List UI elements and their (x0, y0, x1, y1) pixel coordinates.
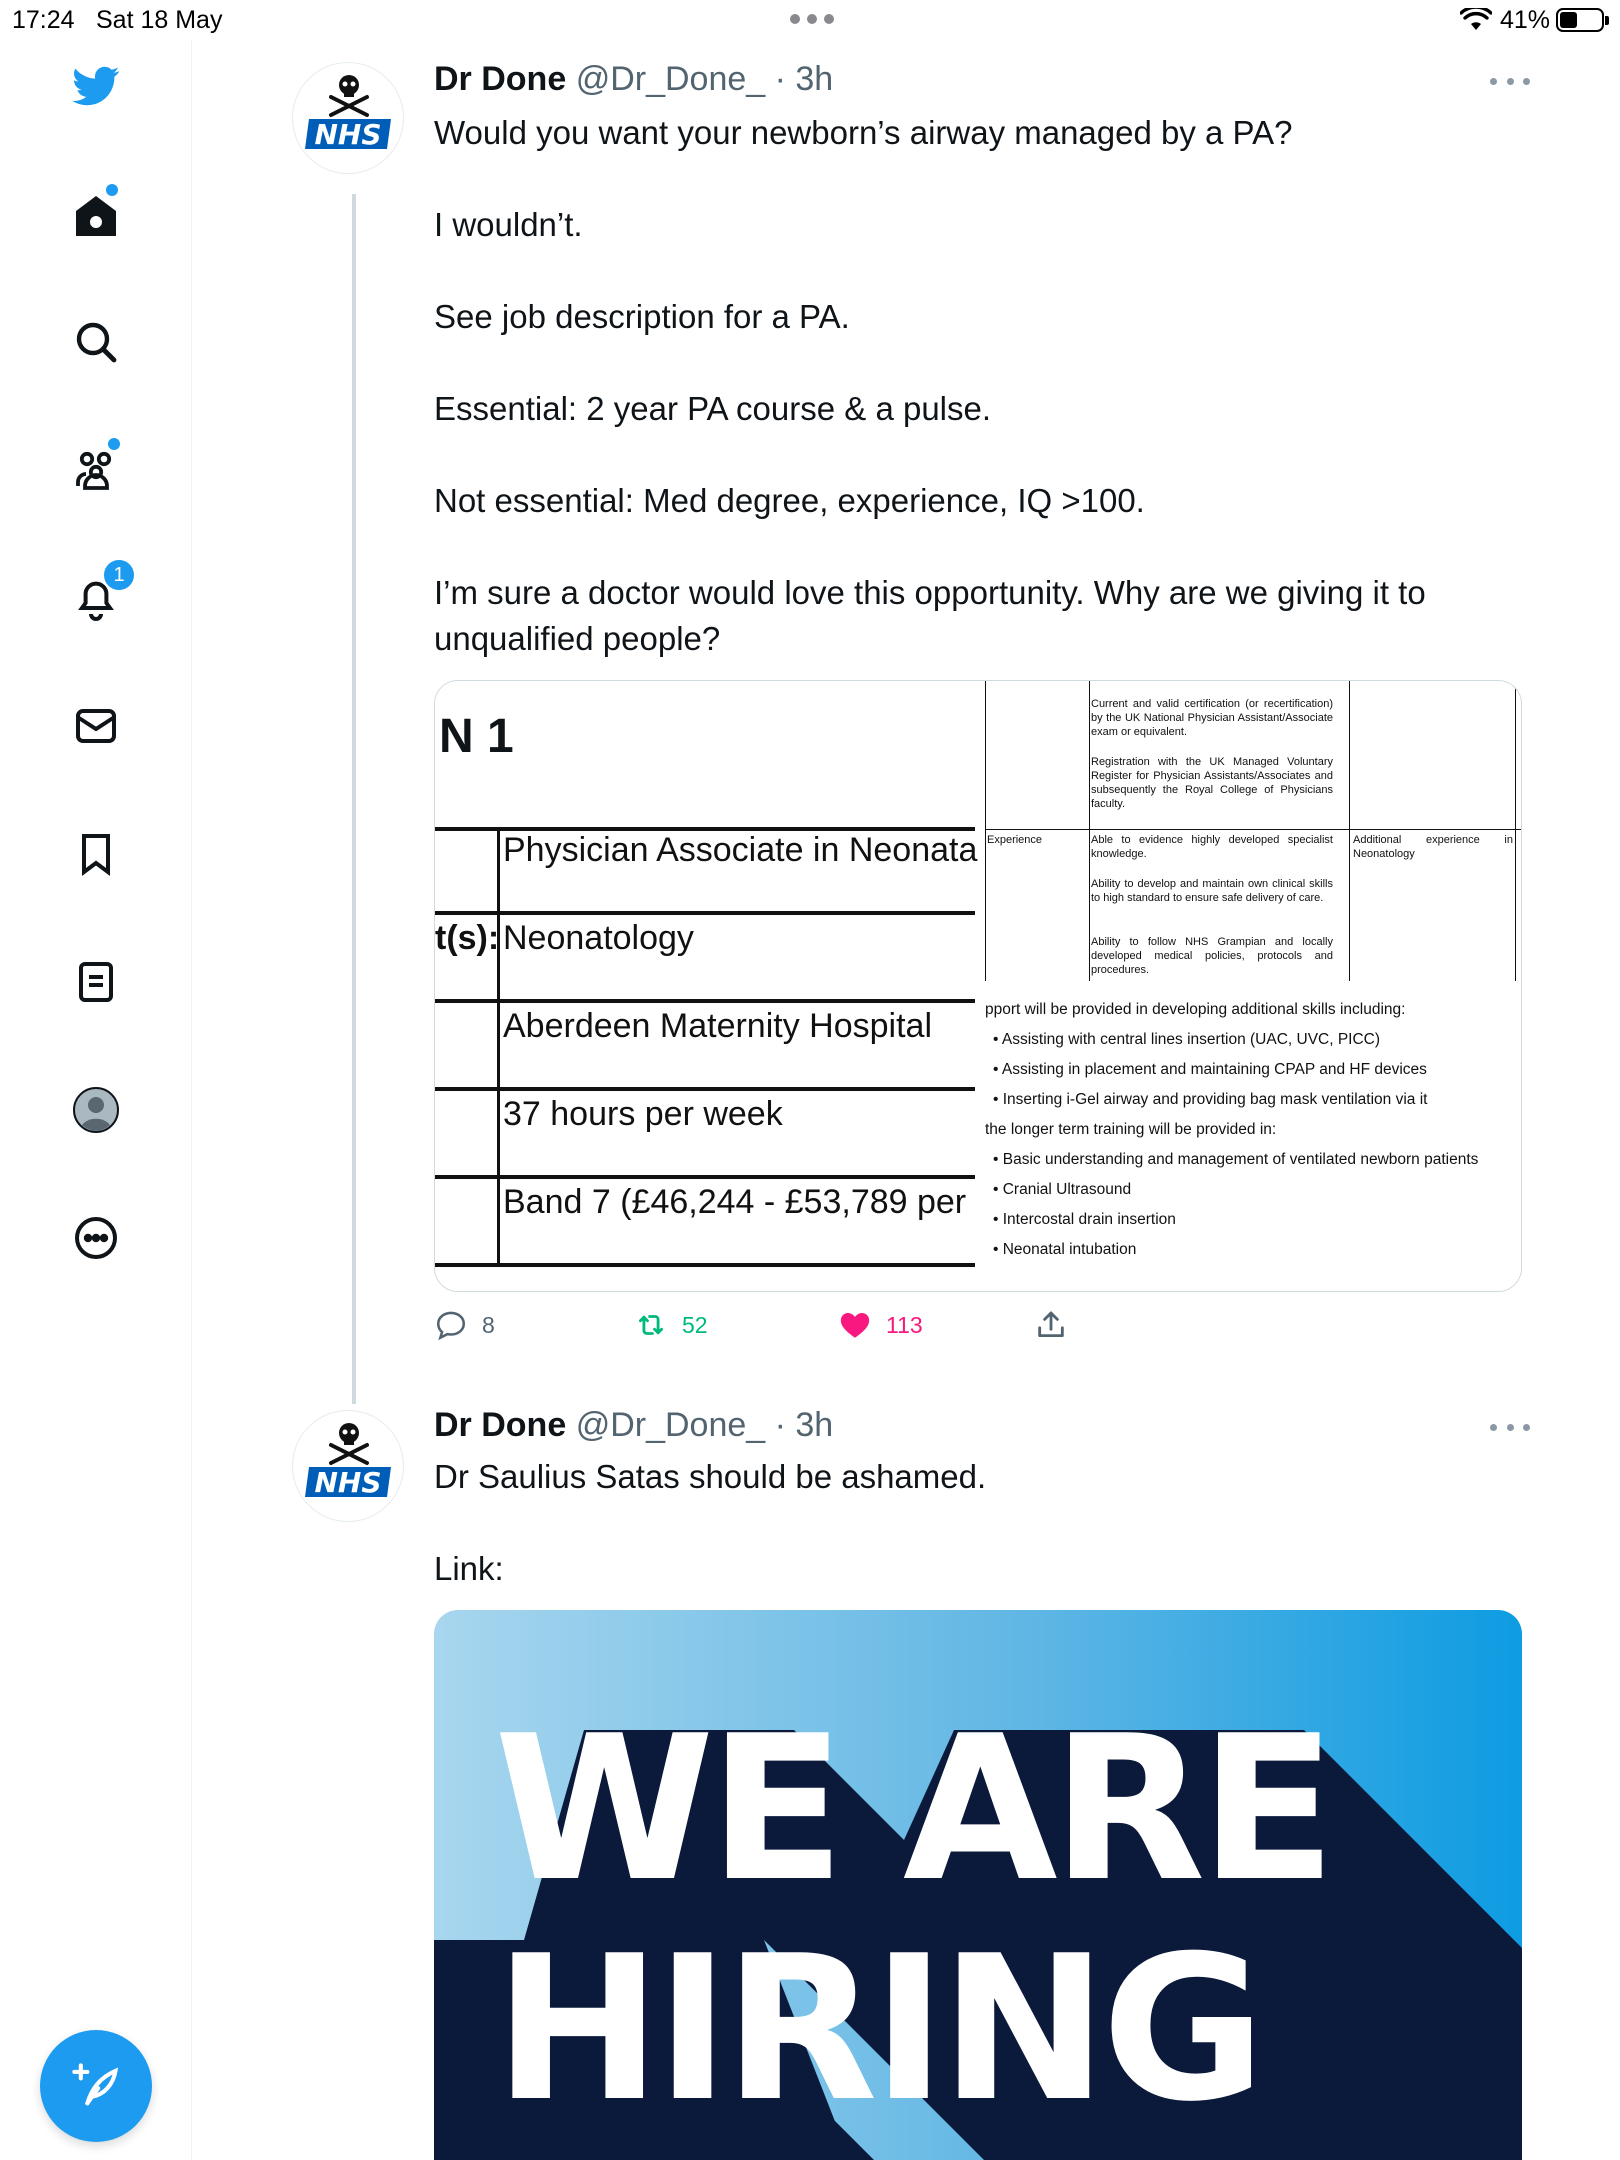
spec-experience-label: Experience (987, 834, 1043, 846)
spec-additional: Additional experience in Neonatology (1353, 834, 1513, 860)
feather-plus-icon (70, 2060, 122, 2112)
status-time: 17:24 (12, 6, 75, 34)
battery-percent: 41% (1500, 6, 1551, 34)
lists-icon[interactable] (66, 952, 126, 1012)
bookmarks-icon[interactable] (66, 824, 126, 884)
author-handle[interactable]: @Dr_Done_ (575, 60, 766, 98)
avatar-label: NHS (314, 1466, 382, 1499)
tweet-line: Essential: 2 year PA course & a pulse. (434, 390, 992, 427)
like-button[interactable] (838, 1308, 923, 1342)
more-icon[interactable] (66, 1208, 126, 1268)
spec-certification: Current and valid certification (or recertification) by the UK National Physician Assistant/Associate exam or equivalent. (1091, 698, 1333, 738)
list-item: • Assisting in placement and maintaining CPAP and HF devices (993, 1061, 1427, 1078)
hiring-line-1: WE ARE (494, 1693, 1331, 1926)
home-icon[interactable] (66, 186, 126, 246)
list-item: • Basic understanding and management of ventilated newborn patients (993, 1151, 1479, 1168)
tweet-more-icon[interactable] (1490, 1424, 1530, 1434)
tweet-line: I’m sure a doctor would love this opportunity. Why are we giving it to unqualified people? (434, 574, 1426, 657)
tweet-header (434, 1406, 833, 1445)
compose-tweet-button[interactable] (40, 2030, 152, 2142)
doc-job-title: Physician Associate in Neonata (503, 831, 978, 869)
support-intro: pport will be provided in developing additional skills including: (985, 1001, 1406, 1018)
spec-exp-2: Ability to develop and maintain own clinical skills to high standard to ensure safe delivery of care. (1091, 878, 1333, 904)
status-date: Sat 18 May (96, 6, 223, 34)
tweet-line: Would you want your newborn’s airway managed by a PA? (434, 114, 1293, 151)
home-unread-dot (106, 184, 118, 196)
thread-connector (352, 194, 356, 1404)
communities-icon[interactable] (66, 440, 126, 500)
longer-intro: the longer term training will be provided in: (985, 1121, 1277, 1138)
heart-icon (838, 1308, 872, 1342)
tweet-actions (434, 1308, 1074, 1348)
retweet-button[interactable] (634, 1308, 708, 1342)
communities-unread-dot (108, 438, 120, 450)
avatar-label: NHS (314, 118, 382, 151)
author-name[interactable]: Dr Done (434, 60, 567, 98)
notifications-icon[interactable] (66, 563, 126, 628)
doc-department: Neonatology (503, 919, 694, 957)
skull-nhs-avatar-icon (293, 1411, 404, 1522)
list-item: • Assisting with central lines insertion (UAC, UVC, PICC) (993, 1031, 1381, 1048)
reply-button[interactable] (434, 1308, 495, 1342)
search-icon[interactable] (66, 312, 126, 372)
tweet-line: I wouldn’t. (434, 206, 583, 243)
sidebar (0, 40, 192, 2160)
twitter-logo-icon[interactable] (66, 56, 126, 116)
tweet-media[interactable] (434, 680, 1522, 1292)
person-spec-table (985, 681, 1522, 981)
author-handle[interactable]: @Dr_Done_ (575, 1406, 766, 1444)
avatar[interactable] (292, 62, 404, 174)
avatar[interactable] (292, 1410, 404, 1522)
list-item: • Inserting i-Gel airway and providing bag mask ventilation via it (993, 1091, 1428, 1108)
tweet-line: See job description for a PA. (434, 298, 850, 335)
skull-nhs-avatar-icon (293, 63, 404, 174)
reply-icon (434, 1308, 468, 1342)
tweet-line: Not essential: Med degree, experience, IQ >100. (434, 482, 1145, 519)
share-icon (1034, 1308, 1068, 1342)
like-count: 113 (886, 1311, 923, 1338)
tweet-text (434, 1454, 1494, 1592)
share-button[interactable] (1034, 1308, 1068, 1342)
retweet-icon (634, 1308, 668, 1342)
notifications-badge: 1 (102, 558, 136, 592)
tweet-line: Link: (434, 1550, 504, 1587)
reply-count: 8 (482, 1311, 495, 1338)
list-item: • Intercostal drain insertion (993, 1211, 1176, 1228)
tweet-header (434, 60, 833, 99)
spec-registration: Registration with the UK Managed Voluntary Register for Physician Assistants/Associates and subsequently the Royal College of Physicians faculty. (1091, 756, 1333, 810)
job-description-image-left[interactable] (435, 681, 985, 1292)
list-item: • Cranial Ultrasound (993, 1181, 1132, 1198)
messages-icon[interactable] (66, 696, 126, 756)
retweet-count: 52 (682, 1311, 708, 1338)
tweet-text (434, 110, 1494, 662)
hiring-line-2: HIRING (494, 1913, 1260, 2146)
job-description-image-right[interactable] (985, 681, 1522, 1292)
list-item: • Neonatal intubation (993, 1241, 1137, 1258)
author-name[interactable]: Dr Done (434, 1406, 567, 1444)
profile-icon[interactable] (66, 1080, 126, 1140)
doc-band: Band 7 (£46,244 - £53,789 per (503, 1183, 967, 1221)
tweet-time: · 3h (765, 1406, 834, 1444)
tweet-more-icon[interactable] (1490, 78, 1530, 88)
doc-row-label: t(s): (435, 919, 500, 957)
doc-heading: N 1 (439, 710, 514, 763)
link-card-image[interactable] (434, 1610, 1522, 2160)
tweet-time: · 3h (765, 60, 834, 98)
doc-hours: 37 hours per week (503, 1095, 783, 1133)
spec-exp-3: Ability to follow NHS Grampian and locally developed medical policies, protocols and procedures. (1091, 936, 1333, 976)
tweet-line: Dr Saulius Satas should be ashamed. (434, 1458, 987, 1495)
doc-location: Aberdeen Maternity Hospital (503, 1007, 933, 1045)
spec-exp-1: Able to evidence highly developed specialist knowledge. (1091, 834, 1333, 860)
